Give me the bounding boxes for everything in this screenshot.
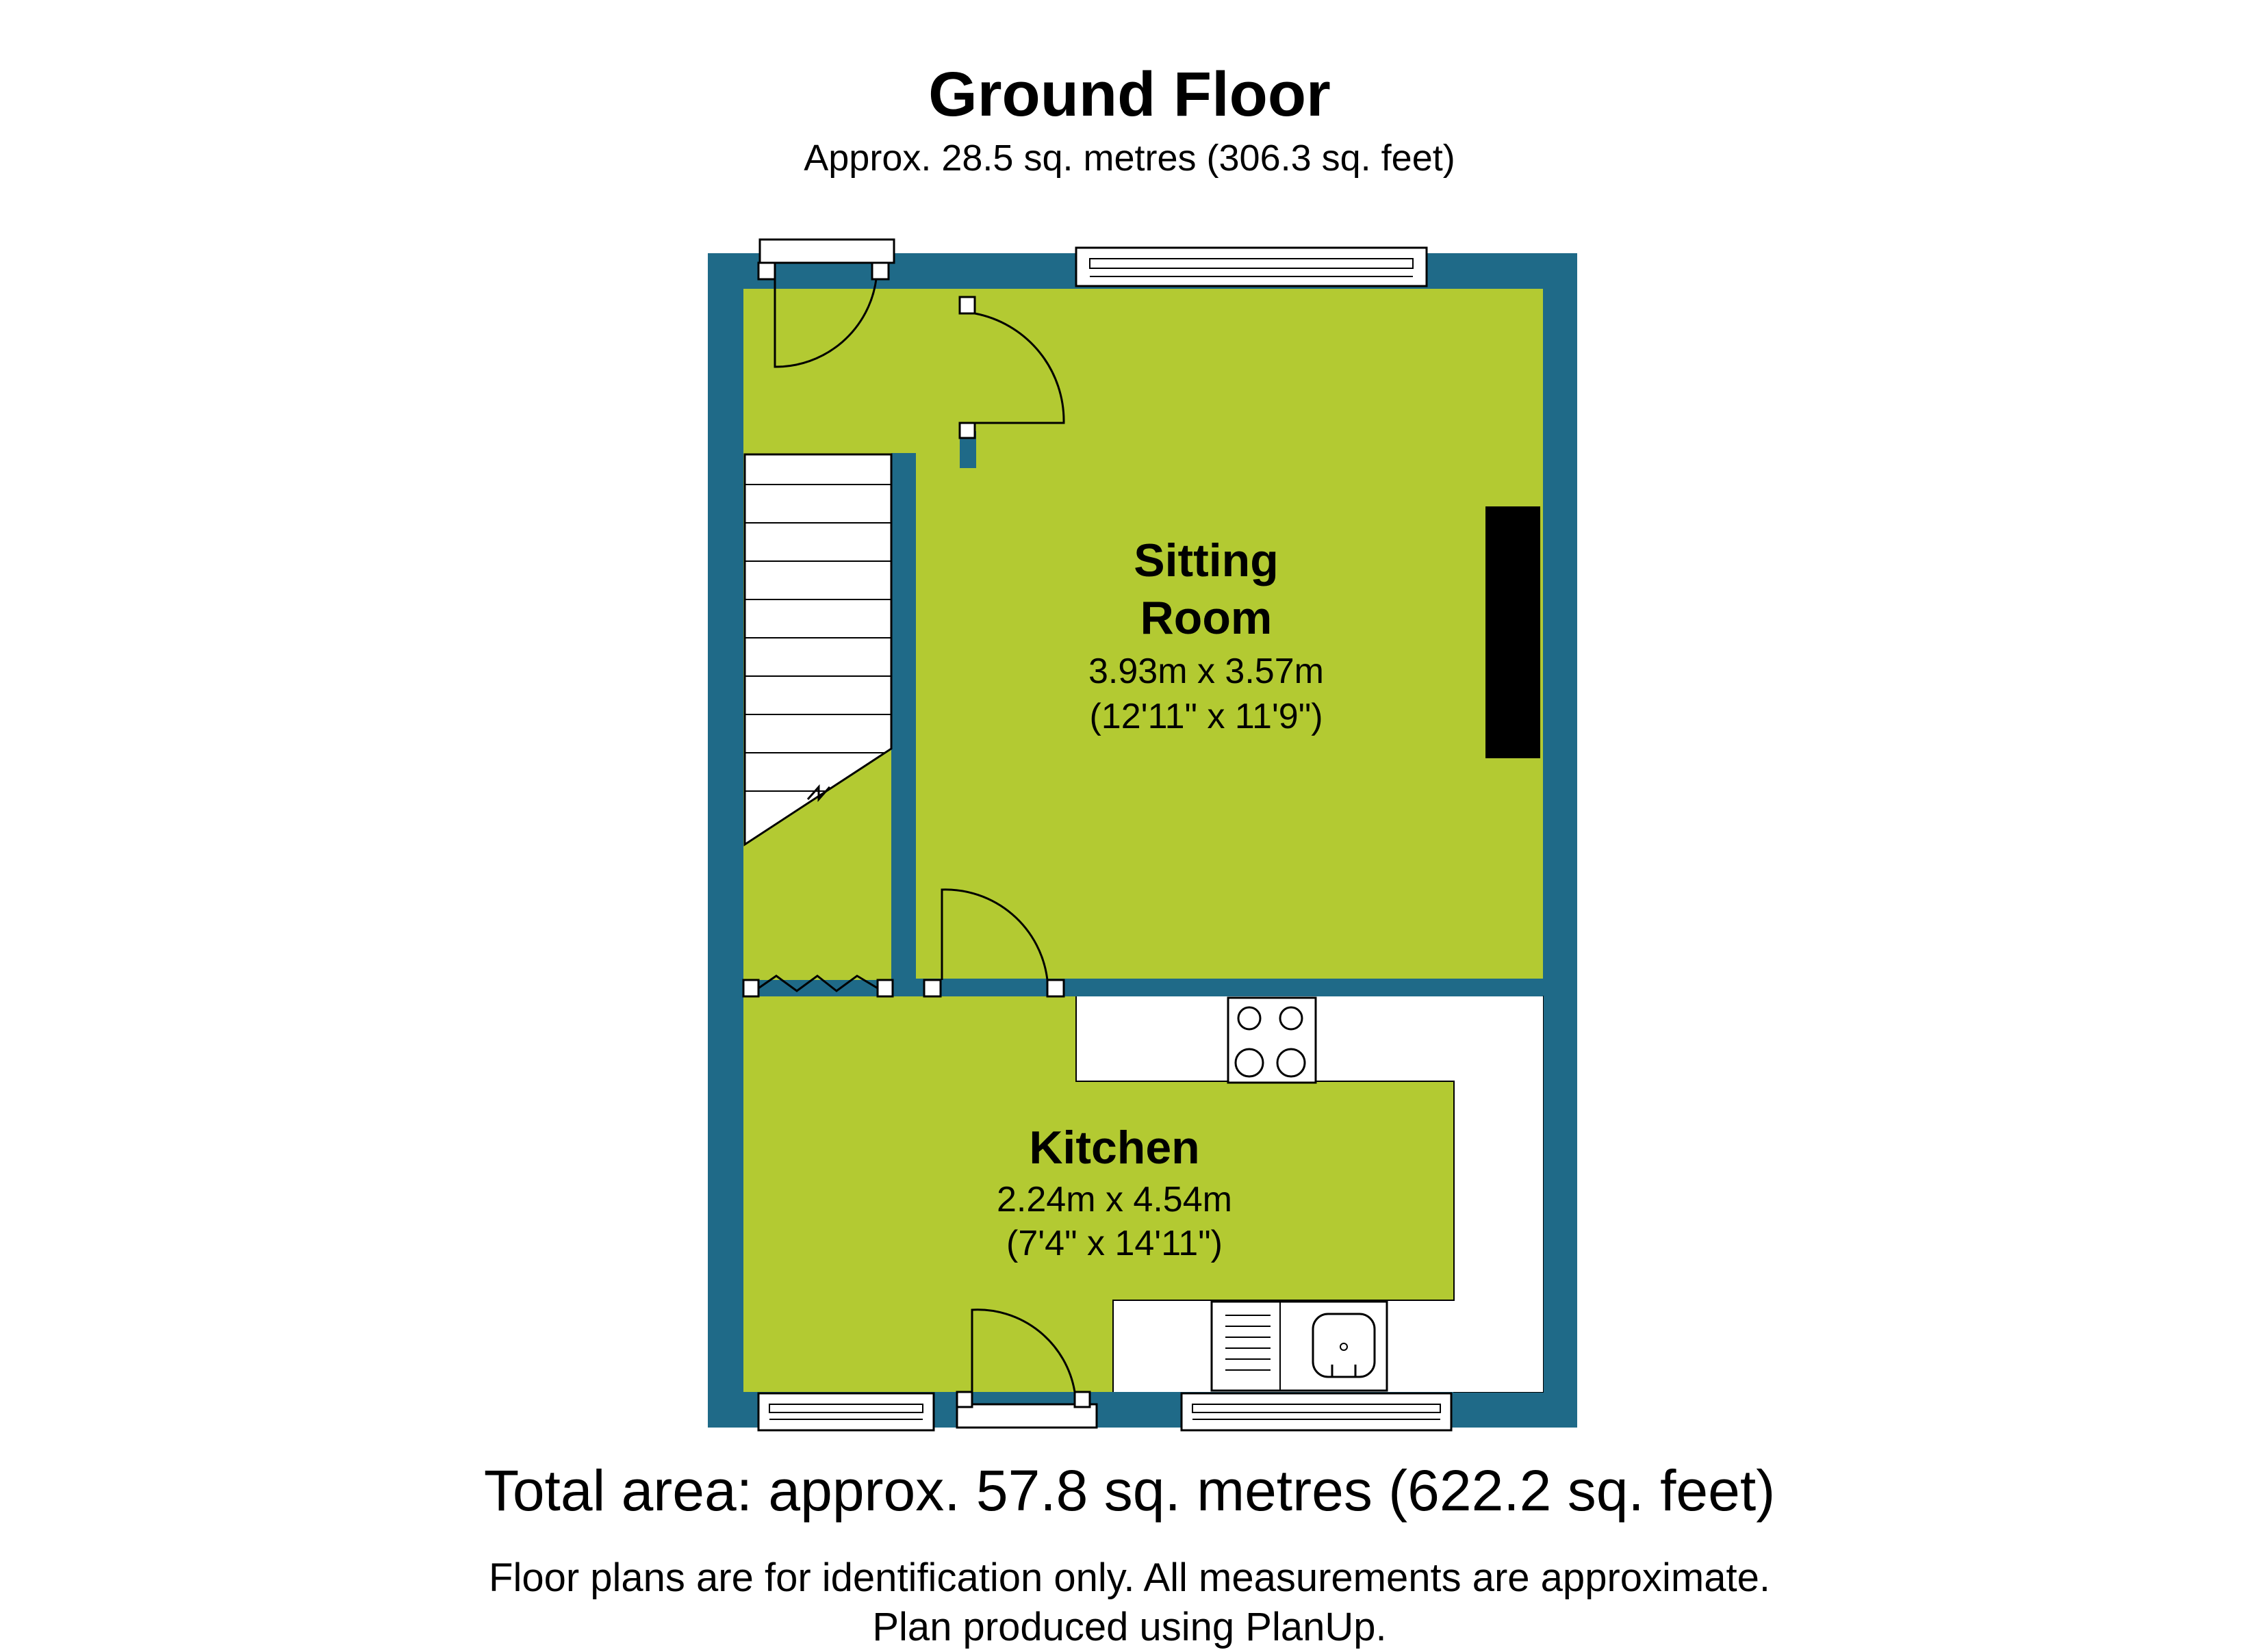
hall-floor	[743, 289, 916, 453]
disclaimer-line: Floor plans are for identification only. All measurements are approximate.	[489, 1556, 1770, 1600]
hob-icon	[1228, 998, 1316, 1083]
sitting-room-dim-imperial: (12'11" x 11'9")	[1089, 697, 1323, 736]
interior-wall-horizontal	[1054, 979, 1543, 996]
interior-wall-vertical	[891, 453, 916, 996]
window-icon	[1182, 1393, 1451, 1430]
sitting-room-name-line-1: Sitting	[1134, 534, 1279, 586]
disclaimer-line: Plan produced using PlanUp.	[872, 1605, 1387, 1649]
kitchen-dim-imperial: (7'4" x 14'11")	[1006, 1224, 1223, 1263]
fireplace-icon	[1485, 506, 1540, 758]
window-icon	[758, 1393, 934, 1430]
sitting-room-dim-metric: 3.93m x 3.57m	[1088, 651, 1324, 691]
floor-area: Approx. 28.5 sq. metres (306.3 sq. feet)	[804, 138, 1455, 179]
kitchen-dim-metric: 2.24m x 4.54m	[997, 1180, 1232, 1219]
sitting-room-name-line-2: Room	[1140, 592, 1273, 644]
total-area: Total area: approx. 57.8 sq. metres (622.2 sq. feet)	[483, 1458, 1776, 1523]
window-icon	[1076, 248, 1427, 286]
disclaimer	[0, 1553, 2259, 1652]
floor-title: Ground Floor	[928, 60, 1331, 129]
kitchen-name: Kitchen	[1029, 1122, 1200, 1174]
sink-icon	[1212, 1302, 1387, 1391]
kitchen-label	[997, 1122, 1232, 1263]
